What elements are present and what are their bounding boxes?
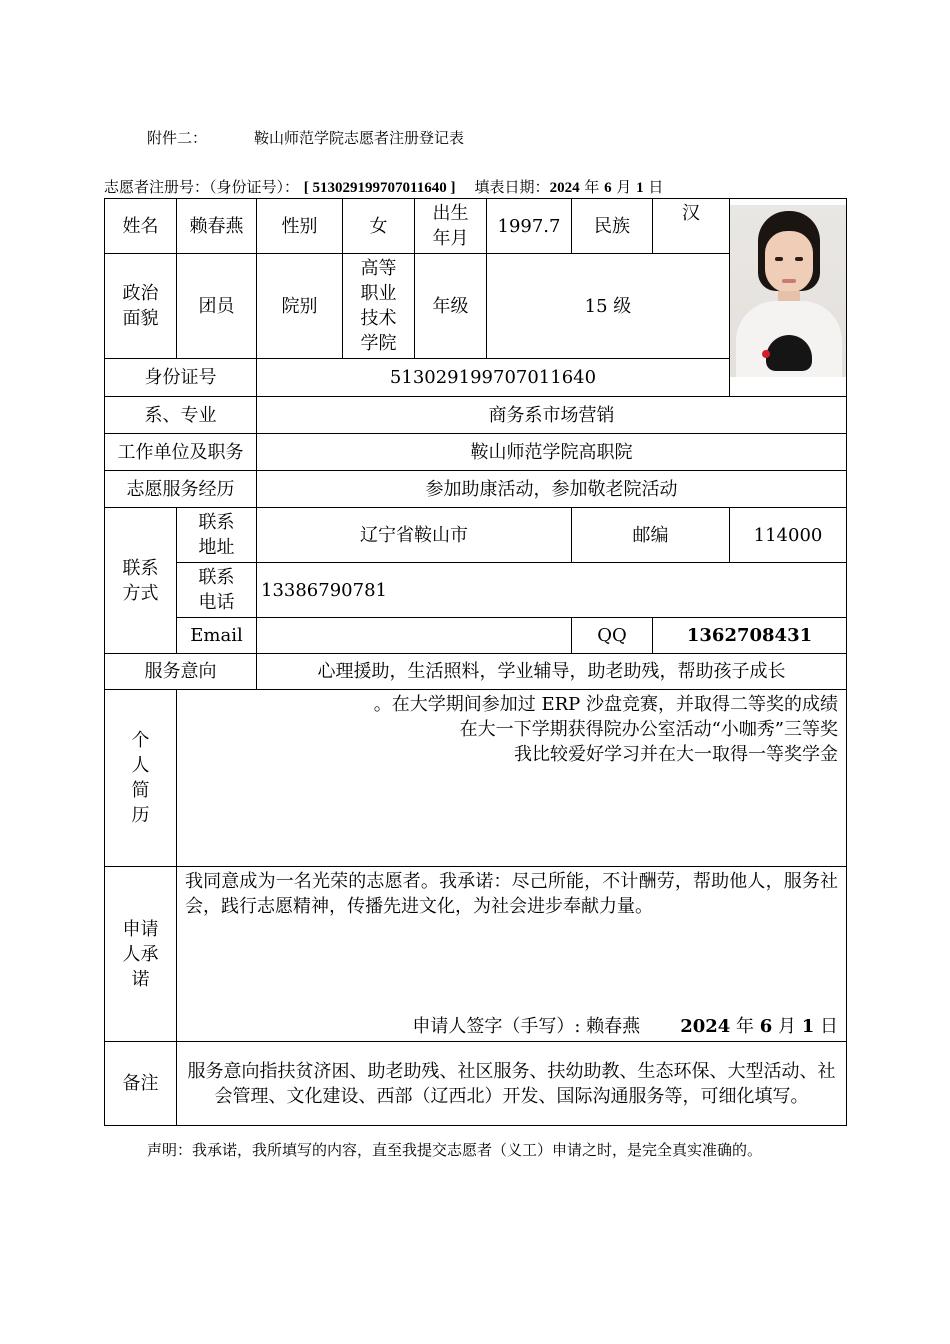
- qq-label: QQ: [572, 618, 653, 654]
- fill-year-unit: 年: [579, 178, 605, 196]
- political-label-line1: 政治: [122, 283, 159, 304]
- birth-label-line2: 年月: [432, 228, 469, 249]
- name-value: 赖春燕: [177, 199, 257, 254]
- experience-label: 志愿服务经历: [105, 471, 257, 508]
- promise-content: [177, 867, 847, 1042]
- address-label-line1: 联系: [198, 512, 235, 533]
- resume-label-line1: 个: [131, 730, 150, 751]
- gender-value: 女: [343, 199, 415, 254]
- qq-value: 1362708431: [653, 618, 847, 654]
- resume-label-line3: 简: [131, 780, 150, 801]
- applicant-photo-icon: [730, 205, 846, 377]
- registration-form-table: [104, 198, 847, 1126]
- fill-day-unit: 日: [643, 178, 664, 196]
- address-label: [177, 508, 257, 563]
- phone-label: [177, 563, 257, 618]
- registration-label: 志愿者注册号：（身份证号）：: [104, 178, 300, 196]
- address-label-line2: 地址: [198, 537, 235, 558]
- email-label: Email: [177, 618, 257, 654]
- college-value-line1: 高等: [360, 258, 397, 279]
- ethnicity-value: 汉: [653, 199, 730, 254]
- work-label: 工作单位及职务: [105, 434, 257, 471]
- birth-label: [415, 199, 487, 254]
- college-value-line4: 学院: [360, 333, 397, 354]
- registration-id: [ 513029199707011640 ]: [303, 180, 456, 196]
- political-label: [105, 254, 177, 359]
- promise-label-line2: 人承: [122, 943, 159, 965]
- college-value-line3: 技术: [360, 308, 397, 329]
- college-value: [343, 254, 415, 359]
- resume-label: [105, 690, 177, 867]
- phone-label-line1: 联系: [198, 567, 235, 588]
- name-label: 姓名: [105, 199, 177, 254]
- gender-label: 性别: [257, 199, 343, 254]
- phone-value: 13386790781: [257, 563, 847, 618]
- college-label: 院别: [257, 254, 343, 359]
- intention-label: 服务意向: [105, 654, 257, 690]
- resume-content: [177, 690, 847, 867]
- address-value: 辽宁省鞍山市: [257, 508, 572, 563]
- note-label: 备注: [105, 1042, 177, 1126]
- fill-month-unit: 月: [611, 178, 637, 196]
- page-header: [147, 127, 465, 148]
- phone-label-line2: 电话: [198, 592, 235, 613]
- form-title: 鞍山师范学院志愿者注册登记表: [254, 129, 465, 147]
- registration-line: [104, 176, 663, 197]
- email-value: [257, 618, 572, 654]
- birth-value: 1997.7: [487, 199, 572, 254]
- declaration: 声明：我承诺，我所填写的内容，直至我提交志愿者（义工）申请之时，是完全真实准确的。: [147, 1141, 763, 1159]
- work-value: 鞍山师范学院高职院: [257, 434, 847, 471]
- postcode-value: 114000: [730, 508, 847, 563]
- photo-cell: [730, 199, 847, 397]
- signature-line: [412, 1014, 838, 1039]
- resume-label-line4: 历: [131, 805, 150, 826]
- grade-value: 15 级: [487, 254, 730, 359]
- political-value: 团员: [177, 254, 257, 359]
- experience-value: 参加助康活动，参加敬老院活动: [257, 471, 847, 508]
- postcode-label: 邮编: [572, 508, 730, 563]
- signature-label: 申请人签字（手写）: 赖春燕: [412, 1016, 641, 1037]
- resume-line: 我比较爱好学习并在大一取得一等奖学金: [514, 744, 838, 765]
- fill-month: 6: [604, 180, 612, 196]
- grade-label: 年级: [415, 254, 487, 359]
- sign-year: 2024: [680, 1016, 731, 1037]
- fill-day: 1: [636, 180, 644, 196]
- attachment-label: 附件二：: [147, 129, 208, 147]
- resume-line: 。在大学期间参加过 ERP 沙盘竞赛，并取得二等奖的成绩: [373, 694, 838, 715]
- resume-label-line2: 人: [131, 755, 150, 776]
- sign-month: 6: [759, 1016, 773, 1037]
- contact-label: [105, 508, 177, 654]
- ethnicity-label: 民族: [572, 199, 653, 254]
- contact-label-line1: 联系: [122, 557, 159, 579]
- birth-label-line1: 出生: [432, 203, 469, 224]
- sign-day: 1: [801, 1016, 815, 1037]
- political-label-line2: 面貌: [122, 308, 159, 329]
- promise-label: [105, 867, 177, 1042]
- college-value-line2: 职业: [360, 283, 397, 304]
- note-value: 服务意向指扶贫济困、助老助残、社区服务、扶幼助教、生态环保、大型活动、社会管理、文化建设、西部（辽西北）开发、国际沟通服务等，可细化填写。: [177, 1042, 847, 1126]
- major-label: 系、专业: [105, 397, 257, 434]
- promise-label-line1: 申请: [122, 918, 159, 940]
- fill-year: 2024: [549, 180, 580, 196]
- resume-line: 在大一下学期获得院办公室活动“小咖秀”三等奖: [459, 719, 838, 740]
- id-label: 身份证号: [105, 359, 257, 397]
- sign-day-unit: 日: [814, 1016, 838, 1037]
- promise-text: 我同意成为一名光荣的志愿者。我承诺：尽己所能，不计酬劳，帮助他人，服务社会，践行志愿精神，传播先进文化，为社会进步奉献力量。: [185, 871, 838, 917]
- promise-label-line3: 诺: [131, 968, 150, 990]
- fill-date-label: 填表日期：: [474, 178, 550, 196]
- intention-value: 心理援助，生活照料，学业辅导，助老助残，帮助孩子成长: [257, 654, 847, 690]
- contact-label-line2: 方式: [122, 582, 159, 604]
- sign-month-unit: 月: [772, 1016, 802, 1037]
- id-value: 513029199707011640: [257, 359, 730, 397]
- major-value: 商务系市场营销: [257, 397, 847, 434]
- sign-year-unit: 年: [730, 1016, 760, 1037]
